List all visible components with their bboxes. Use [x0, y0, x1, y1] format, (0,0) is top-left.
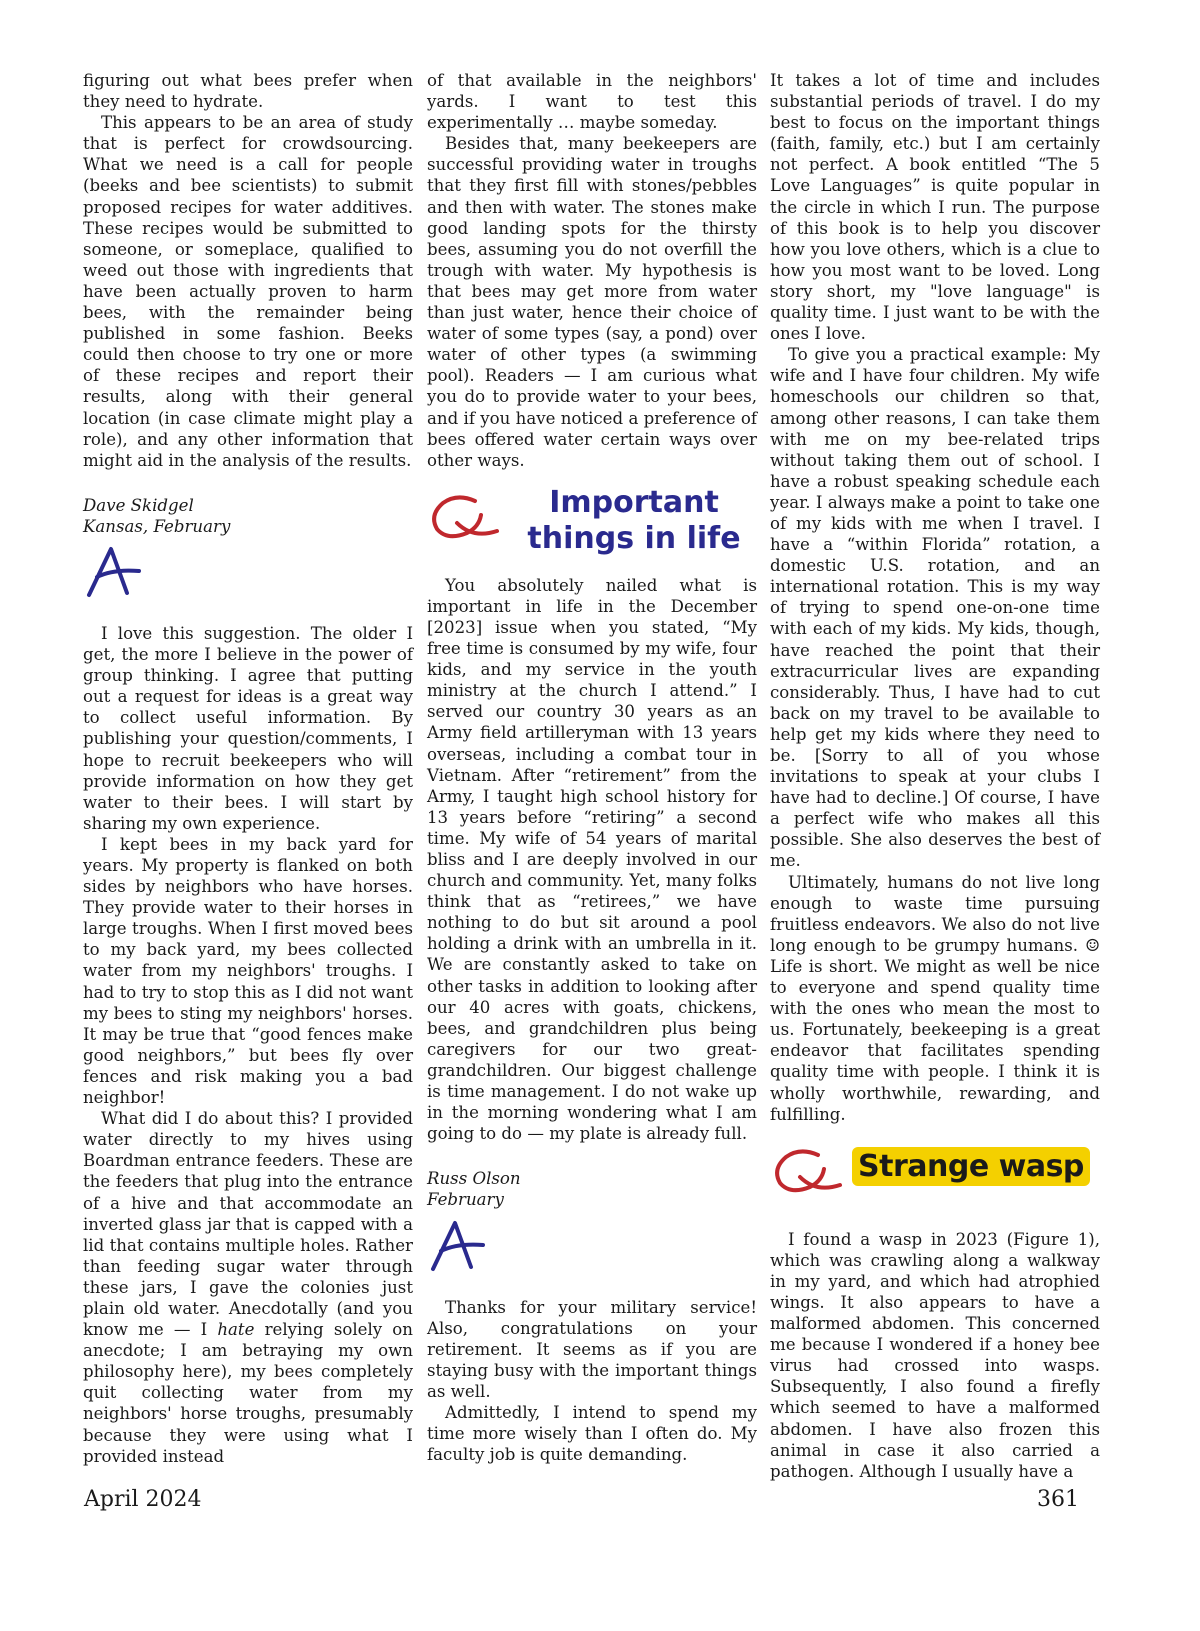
paragraph: You absolutely nailed what is important in life in the December [2023] issue when you stated, “My free time is consumed by my wife, four kids, and my service in the youth ministry at the church I attend.” I served our country 30 years as an Army field artilleryman with 13 years overseas, including a combat tour in Vietnam. After “retirement” from the Army, I taught high school history for 13 years before “retiring” a second time. My wife of 54 years of marital bliss and I are deeply involved in our church and community. Yet, many folks think that as “retirees,” we have nothing to do but sit around a pool holding a drink with an umbrella in it. We are constantly asked to take on other tasks in addition to looking after our 40 acres with goats, chickens, bees, and grandchildren plus being caregivers for our two great-grandchildren. Our biggest challenge is time management. I do not wake up in the morning wondering what I am going to do — my plate is already full. [427, 575, 757, 1144]
answer-mark [83, 537, 413, 613]
paragraph: Ultimately, humans do not live long enough to waste time pursuing fruitless endeavors. We also do not live long enough to be grumpy humans. ☺ Life is short. We might as well be nice to everyone and spend quality time with the ones who mean the most to us. Fortunately, beekeeping is a great endeavor that facilitates spending quality time with people. I think it is wholly worthwhile, rewarding, and fulfilling. [770, 872, 1100, 1124]
column-1 [83, 70, 413, 1467]
signature-name: Dave Skidgel [83, 495, 194, 515]
question-heading [427, 471, 757, 575]
page-number: 361 [1037, 1487, 1079, 1512]
signature-name: Russ Olson [427, 1169, 521, 1189]
paragraph: To give you a practical example: My wife and I have four children. My wife homeschools our children so that, among other reasons, I can take them with me on my bee-related trips without taking them out of school. I have a robust speaking schedule each year. I always make a point to take one of my kids with me when I travel. I have a “within Florida” rotation, a domestic U.S. rotation, and an international rotation. This is my way of trying to spend one-on-one time with each of my kids. My kids, though, have reached the point that their extracurricular lives are expanding considerably. Thus, I have had to cut back on my travel to be available to help get my kids where they need to be. [Sorry to all of you whose invitations to speak at your clubs I have had to decline.] Of course, I have a perfect wife who makes all this possible. She also deserves the best of me. [770, 345, 1100, 871]
paragraph [83, 1108, 413, 1467]
answer-mark [427, 1211, 757, 1287]
paragraph: I love this suggestion. The older I get, the more I believe in the power of group thinking. I agree that putting out a request for ideas is a great way to collect useful information. By publishing your question/comments, I hope to recruit beekeepers who will provide information on how they get water to their bees. I will start by sharing my own experience. [83, 623, 413, 833]
issue-date: April 2024 [84, 1487, 202, 1512]
paragraph: I found a wasp in 2023 (Figure 1), which was crawling along a walkway in my yard, and which had atrophied wings. It also appears to have a malformed abdomen. This concerned me because I wondered if a honey bee virus had crossed into wasps. Subsequently, I also found a firefly which seemed to have a malformed abdomen. I have also frozen this animal in case it also carried a pathogen. Although I usually have a [770, 1229, 1100, 1481]
text-run: relying solely on anecdote; I am betraying my own philosophy here), my bees completely quit collecting water from my neighbors' horse troughs, presumably because they were using what I provided instead [83, 1320, 413, 1466]
paragraph: of that available in the neighbors' yards. I want to test this experimentally … maybe someday. [427, 71, 757, 133]
emphasis: hate [217, 1320, 255, 1340]
paragraph: Thanks for your military service! Also, congratulations on your retirement. It seems as if you are staying busy with the important things as well. [427, 1297, 757, 1401]
handwritten-a-icon [427, 1211, 497, 1281]
handwritten-q-icon [770, 1143, 850, 1203]
section-title-line: things in life [527, 520, 741, 556]
paragraph: It takes a lot of time and includes substantial periods of travel. I do my best to focus on the important things (faith, family, etc.) but I am certainly not perfect. A book entitled “The 5 Love Languages” is quite popular in the circle in which I run. The purpose of this book is to help you discover how you love others, which is a clue to how you most want to be loved. Long story short, my "love language" is quality time. I just want to be with the ones I love. [770, 71, 1100, 344]
section-title-line: Important [549, 484, 719, 520]
paragraph: I kept bees in my back yard for years. My property is flanked on both sides by neighbors who have horses. They provide water to their horses in large troughs. When I first moved bees to my back yard, my bees collected water from my neighbors' troughs. I had to try to stop this as I did not want my bees to sting my neighbors' horses. It may be true that “good fences make good neighbors,” but bees fly over fences and risk making you a bad neighbor! [83, 834, 413, 1108]
section-title [519, 485, 749, 557]
paragraph: This appears to be an area of study that is perfect for crowdsourcing. What we need is a call for people (beeks and bee scientists) to submit proposed recipes for water additives. These recipes would be submitted to someone, or someplace, qualified to weed out those with ingredients that have been actually proven to harm bees, with the remainder being published in some fashion. Beeks could then choose to try one or more of these recipes and report their results, along with their general location (in case climate might play a role), and any other information that might aid in the analysis of the results. [83, 113, 413, 470]
paragraph: Admittedly, I intend to spend my time more wisely than I often do. My faculty job is quite demanding. [427, 1402, 757, 1465]
paragraph: Besides that, many beekeepers are successful providing water in troughs that they first fill with stones/pebbles and then with water. The stones make good landing spots for the thirsty bees, assuming you do not overfill the trough with water. My hypothesis is that bees may get more from water than just water, hence their choice of water of some types (say, a pond) over water of other types (a swimming pool). Readers — I am curious what you do to provide water to your bees, and if you have noticed a preference of bees offered water certain ways over other ways. [427, 134, 757, 470]
handwritten-q-icon [427, 489, 507, 549]
column-3 [770, 70, 1100, 1482]
question-heading [770, 1125, 1100, 1229]
section-title: Strange wasp [852, 1147, 1090, 1186]
text-run: What did I do about this? I provided water directly to my hives using Boardman entrance feeders. These are the feeders that plug into the entrance of a hive and that accommodate an inverted glass jar that is capped with a lid that contains multiple holes. Rather than feeding sugar water through these jars, I gave the colonies just plain old water. Anecdotally (and you know me — I [83, 1109, 413, 1340]
signature-place: February [427, 1190, 504, 1210]
paragraph: figuring out what bees prefer when they need to hydrate. [83, 71, 413, 112]
signature-place: Kansas, February [83, 516, 231, 536]
handwritten-a-icon [83, 537, 153, 607]
column-2 [427, 70, 757, 1465]
